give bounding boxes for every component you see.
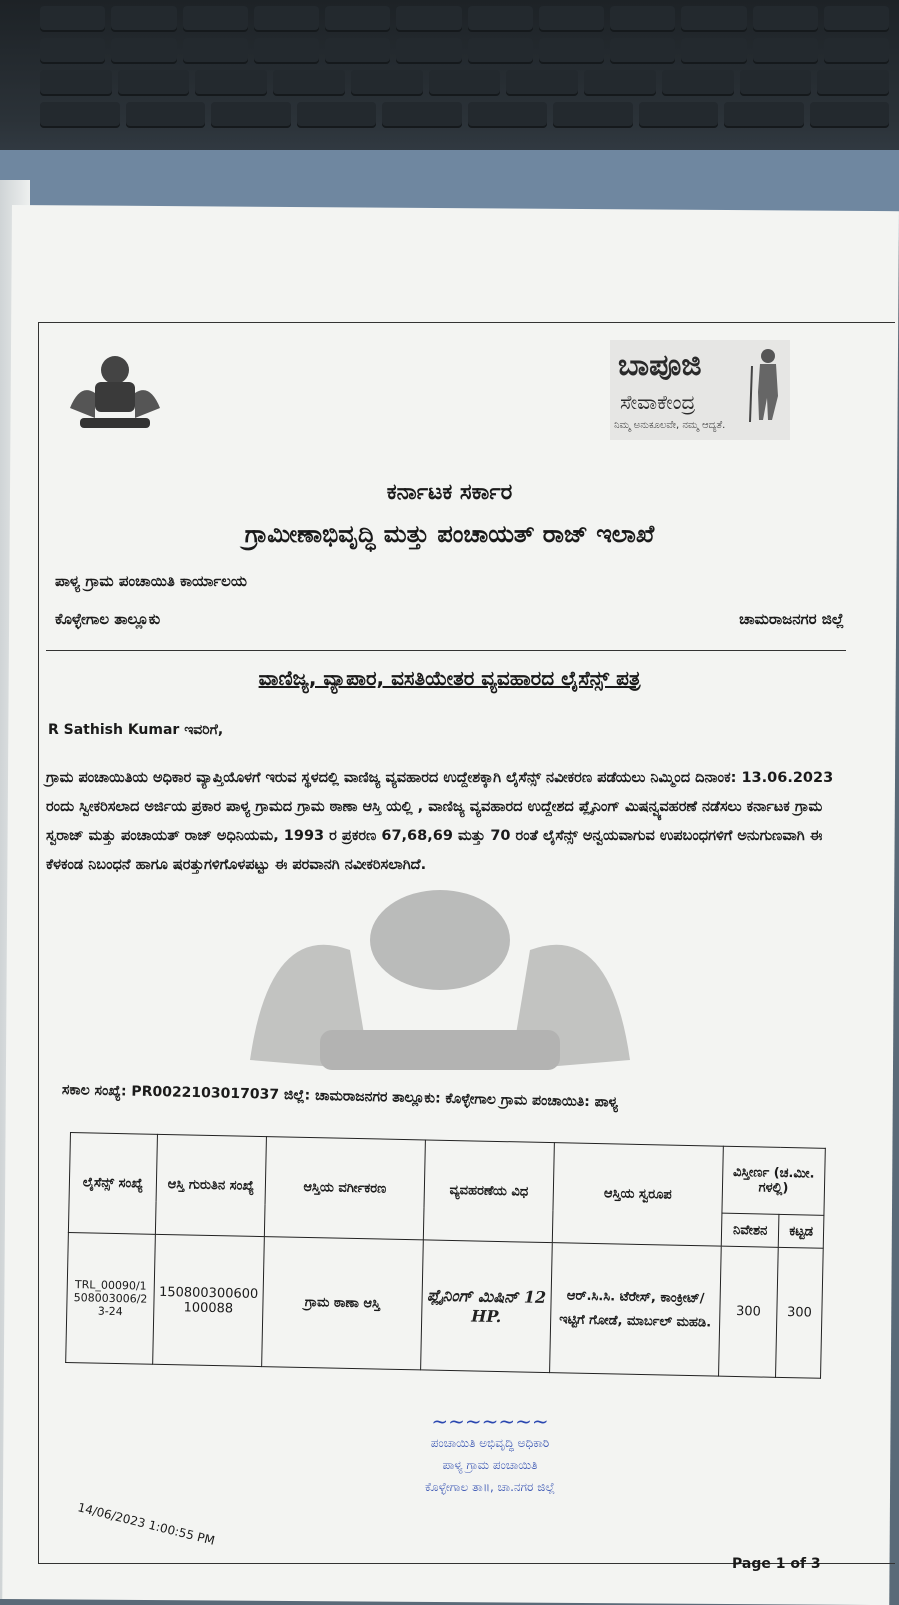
key-row: [40, 6, 889, 32]
stamp-line-2: ಪಾಳ್ಯ ಗ್ರಾಮ ಪಂಚಾಯಿತಿ: [442, 1458, 538, 1472]
karnataka-emblem-icon: [60, 348, 170, 438]
license-details-table: [65, 1132, 826, 1379]
header-license-no: ಲೈಸೆನ್ಸ್ ಸಂಖ್ಯೆ: [68, 1133, 157, 1235]
addressee: R Sathish Kumar ಇವರಿಗೆ,: [48, 722, 224, 738]
district-name: ಚಾಮರಾಜನಗರ ಜಿಲ್ಲೆ: [739, 610, 844, 628]
cell-license-no: TRL_00090/1508003006/23-24: [66, 1232, 156, 1364]
bapuji-seva-kendra-logo: [610, 340, 790, 440]
office-name: ಪಾಳ್ಯ ಗ್ರಾಮ ಪಂಚಾಯಿತಿ ಕಾರ್ಯಾಲಯ: [55, 572, 247, 590]
header-area: ವಿಸ್ತೀರ್ಣ (ಚ.ಮೀ. ಗಳಲ್ಲಿ): [722, 1146, 825, 1215]
logo-title: ಬಾಪೂಜಿ: [618, 348, 702, 383]
cell-business-type: ಪ್ಲೈನಿಂಗ್ ಮಿಷಿನ್ 12 HP.: [421, 1240, 553, 1373]
stamp-line-3: ಕೊಳ್ಳೇಗಾಲ ತಾ॥, ಚಾ.ನಗರ ಜಿಲ್ಲೆ: [425, 1480, 555, 1494]
gandhi-figure-icon: [748, 346, 786, 422]
logo-subtitle: ಸೇವಾಕೇಂದ್ರ: [620, 390, 696, 414]
taluk-name: ಕೊಳ್ಳೇಗಾಲ ತಾಲ್ಲೂಕು: [55, 610, 161, 628]
header-business-type: ವ್ಯವಹರಣೆಯ ವಿಧ: [423, 1140, 554, 1243]
header-building: ಕಟ್ಟಡ: [778, 1214, 823, 1248]
header-site: ನಿವೇಶನ: [721, 1213, 779, 1247]
department-heading: ಗ್ರಾಮೀಣಾಭಿವೃದ್ಧಿ ಮತ್ತು ಪಂಚಾಯತ್ ರಾಜ್ ಇಲಾಖೆ: [244, 520, 655, 548]
header-divider: [46, 650, 846, 651]
header-property-id: ಆಸ್ತಿ ಗುರುತಿನ ಸಂಖ್ಯೆ: [155, 1134, 266, 1236]
license-title: ವಾಣಿಜ್ಯ, ವ್ಯಾಪಾರ, ವಸತಿಯೇತರ ವ್ಯವಹಾರದ ಲೈಸೆನ್ಸ್ ಪತ್ರ: [258, 666, 641, 690]
page-number: Page 1 of 3: [732, 1556, 821, 1572]
table-header-row: [69, 1133, 825, 1216]
cell-property-nature: ಆರ್.ಸಿ.ಸಿ. ಟೆರೇಸ್, ಕಾಂಕ್ರೀಟ್/ಇಟ್ಟಿಗೆ ಗೋಡೆ, ಮಾರ್ಬಲ್ ಮಹಡಿ.: [550, 1243, 722, 1377]
cell-property-id: 150800300600100088: [153, 1234, 265, 1366]
header-classification: ಆಸ್ತಿಯ ವರ್ಗೀಕರಣ: [264, 1137, 425, 1240]
government-heading: ಕರ್ನಾಟಕ ಸರ್ಕಾರ: [386, 480, 513, 505]
logo-tagline: ನಿಮ್ಮ ಅನುಕೂಲವೇ, ನಮ್ಮ ಆದ್ಯತೆ.: [614, 420, 726, 431]
cell-classification: ಗ್ರಾಮ ಠಾಣಾ ಆಸ್ತಿ: [262, 1237, 424, 1370]
cell-site-area: 300: [719, 1246, 779, 1377]
header-property-nature: ಆಸ್ತಿಯ ಸ್ವರೂಪ: [552, 1143, 723, 1247]
license-body-text: ಗ್ರಾಮ ಪಂಚಾಯಿತಿಯ ಅಧಿಕಾರ ವ್ಯಾಪ್ತಿಯೊಳಗೆ ಇರುವ ಸ್ಥಳದಲ್ಲಿ ವಾಣಿಜ್ಯ ವ್ಯವಹಾರದ ಉದ್ದೇಶಕ್ಕಾಗಿ ಲೈಸೆನ್ಸ್ ನವೀಕರಣ ಪಡೆಯಲು ನಿಮ್ಮಿಂದ ದಿನಾಂಕ: 13.06.2023 ರಂದು ಸ್ವೀಕರಿಸಲಾದ ಅರ್ಜಿಯ ಪ್ರಕಾರ ಪಾಳ್ಯ ಗ್ರಾಮದ ಗ್ರಾಮ ಠಾಣಾ ಆಸ್ತಿ ಯಲ್ಲಿ , ವಾಣಿಜ್ಯ ವ್ಯವಹಾರದ ಉದ್ದೇಶದ ಪ್ಲೈನಿಂಗ್ ಮಿಷನ್ವ್ಯವಹರಣೆ ನಡೆಸಲು ಕರ್ನಾಟಕ ಗ್ರಾಮ ಸ್ವರಾಜ್ ಮತ್ತು ಪಂಚಾಯತ್ ರಾಜ್ ಅಧಿನಿಯಮ, 1993 ರ ಪ್ರಕರಣ 67,68,69 ಮತ್ತು 70 ರಂತೆ ಲೈಸೆನ್ಸ್ ಅನ್ವಯವಾಗುವ ಉಪಬಂಧಗಳಿಗೆ ಅನುಗುಣವಾಗಿ ಈ ಕೆಳಕಂಡ ನಿಬಂಧನೆ ಹಾಗೂ ಷರತ್ತುಗಳಿಗೊಳಪಟ್ಟು ಈ ಪರವಾನಗಿ ನವೀಕರಿಸಲಾಗಿದೆ.: [46, 770, 834, 873]
key-row: [40, 70, 889, 96]
key-row: [40, 102, 889, 128]
print-timestamp: 14/06/2023 1:00:55 PM: [76, 1500, 217, 1548]
official-stamp: [360, 1410, 620, 1498]
registration-line: ಸಕಾಲ ಸಂಖ್ಯೆ: PR0022103017037 ಜಿಲ್ಲೆ: ಚಾಮರಾಜನಗರ ತಾಲ್ಲೂಕು: ಕೊಳ್ಳೇಗಾಲ ಗ್ರಾಮ ಪಂಚಾಯಿತಿ: ಪಾಳ್ಯ: [61, 1082, 619, 1111]
stamp-line-1: ಪಂಚಾಯಿತಿ ಅಭಿವೃದ್ಧಿ ಅಧಿಕಾರಿ: [430, 1436, 550, 1450]
table-row: [66, 1232, 824, 1378]
emblem-watermark-icon: [230, 880, 650, 1080]
key-row: [40, 38, 889, 64]
signature: ~~~~~~~: [431, 1409, 549, 1433]
cell-building-area: 300: [776, 1247, 824, 1378]
